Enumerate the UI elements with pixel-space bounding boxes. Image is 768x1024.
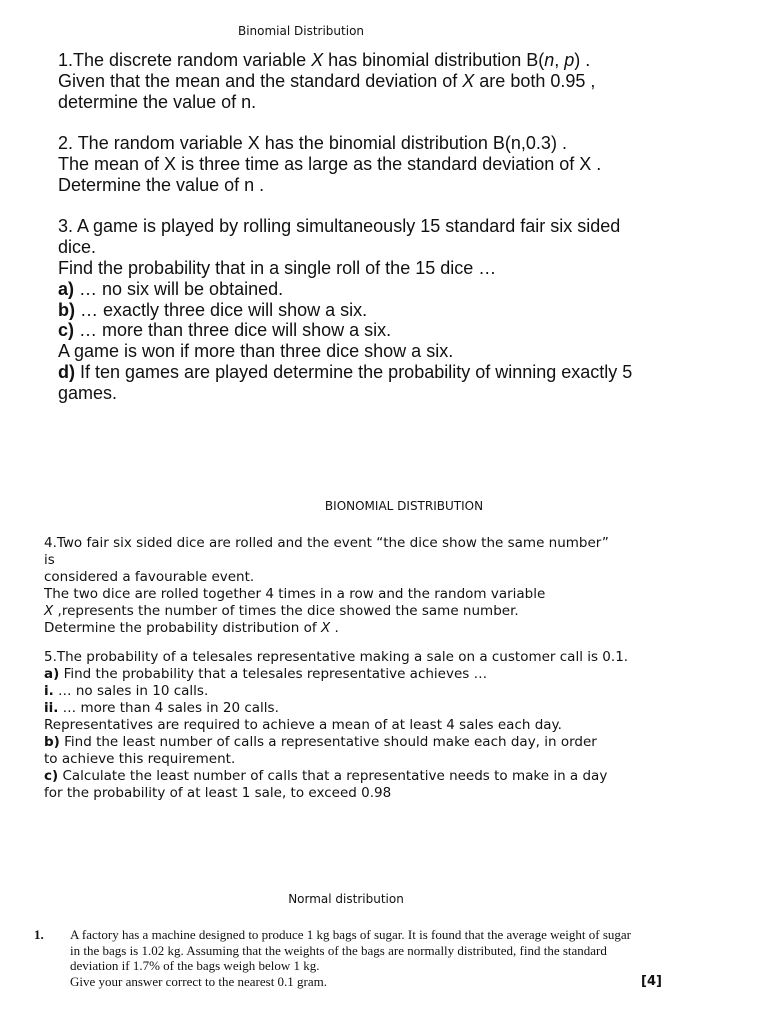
part-label: d) xyxy=(58,361,75,382)
variable-x: X xyxy=(44,603,54,619)
question-1-line-2 xyxy=(58,71,718,92)
text: 1.The discrete random variable xyxy=(58,50,312,70)
section-title-bionomial: BIONOMIAL DISTRIBUTION xyxy=(324,499,484,513)
question-4-line-6 xyxy=(44,620,684,637)
question-4-line-3: considered a favourable event. xyxy=(44,569,255,585)
normal-question-line-1: A factory has a machine designed to produce 1 kg bags of sugar. It is found that the average weight of sugar xyxy=(70,927,631,942)
part-text: Calculate the least number of calls that a representative needs to make in a day xyxy=(58,768,608,784)
part-text: … more than three dice will show a six. xyxy=(74,320,392,341)
part-label: c) xyxy=(58,320,75,341)
variable-p: p xyxy=(564,50,575,70)
text: has binomial distribution B( xyxy=(323,50,545,70)
part-text: Find the least number of calls a representative should make each day, in order xyxy=(59,734,597,750)
part-label: a) xyxy=(58,278,75,299)
part-label: b) xyxy=(58,299,75,320)
question-3-part-c xyxy=(58,320,718,341)
text: . xyxy=(330,620,339,636)
question-4-line-1: 4.Two fair six sided dice are rolled and the event “the dice show the same number” xyxy=(44,535,609,551)
question-5-part-ii xyxy=(44,700,684,717)
text: ) . xyxy=(574,50,591,70)
part-text: If ten games are played determine the probability of winning exactly 5 xyxy=(75,361,633,382)
question-5-line-2: Representatives are required to achieve a mean of at least 4 sales each day. xyxy=(44,717,562,733)
variable-x: X xyxy=(462,70,475,91)
part-text: … more than 4 sales in 20 calls. xyxy=(58,700,279,716)
question-5-line-1: 5.The probability of a telesales representative making a sale on a customer call is 0.1. xyxy=(44,649,629,665)
question-2-line-2: The mean of X is three time as large as the standard deviation of X . xyxy=(58,153,602,174)
question-4-line-5 xyxy=(44,603,684,620)
question-3-line-2: dice. xyxy=(58,237,97,258)
part-label: i. xyxy=(44,683,54,699)
question-5-part-c xyxy=(44,768,684,785)
part-label: ii. xyxy=(44,700,59,716)
question-5-part-i xyxy=(44,683,684,700)
text: , xyxy=(554,50,565,70)
part-text: … no six will be obtained. xyxy=(74,278,284,299)
normal-question-line-2: in the bags is 1.02 kg. Assuming that the weights of the bags are normally distributed, find the standard xyxy=(70,942,607,958)
question-4-line-4: The two dice are rolled together 4 times in a row and the random variable xyxy=(44,586,546,602)
question-1-line-3: determine the value of n. xyxy=(58,91,257,112)
normal-question-line-4: Give your answer correct to the nearest 0.1 gram. xyxy=(70,973,328,989)
question-3-line-5: games. xyxy=(58,382,118,403)
question-2-line-1: 2. The random variable X has the binomial distribution B(n,0.3) . xyxy=(58,133,567,154)
part-label: a) xyxy=(44,666,60,682)
text: Determine the probability distribution of xyxy=(44,620,321,636)
question-3-line-3: Find the probability that in a single roll of the 15 dice … xyxy=(58,257,497,278)
variable-x: X xyxy=(320,620,331,636)
question-3-part-a xyxy=(58,279,718,300)
question-5-part-b xyxy=(44,734,684,751)
question-4-line-2: is xyxy=(44,552,55,568)
question-1-line-1 xyxy=(58,50,718,71)
question-3-part-d xyxy=(58,362,718,383)
question-5-line-4: for the probability of at least 1 sale, to exceed 0.98 xyxy=(44,785,392,801)
variable-n: n xyxy=(544,50,555,70)
question-3-part-b xyxy=(58,300,718,321)
question-3-line-1: 3. A game is played by rolling simultaneously 15 standard fair six sided xyxy=(58,216,621,237)
variable-x: X xyxy=(311,50,324,70)
question-5-part-a xyxy=(44,666,684,683)
question-2-line-3: Determine the value of n . xyxy=(58,174,265,195)
part-label: b) xyxy=(44,734,60,750)
part-label: c) xyxy=(44,768,59,784)
question-5-line-3: to achieve this requirement. xyxy=(44,751,236,767)
section-title-binomial: Binomial Distribution xyxy=(237,24,365,38)
question-3-line-4: A game is won if more than three dice show a six. xyxy=(58,341,454,362)
section-title-normal: Normal distribution xyxy=(288,892,404,906)
binomial-questions xyxy=(58,50,718,404)
normal-question-line-3: deviation if 1.7% of the bags weigh below 1 kg. xyxy=(70,958,320,973)
part-text: … no sales in 10 calls. xyxy=(53,683,209,699)
bionomial-questions xyxy=(44,535,684,802)
part-text: Find the probability that a telesales representative achieves … xyxy=(59,666,488,682)
question-number: 1. xyxy=(34,927,44,942)
marks-badge: [4] xyxy=(641,974,662,989)
part-text: … exactly three dice will show a six. xyxy=(75,299,368,320)
text: ,represents the number of times the dice showed the same number. xyxy=(53,603,519,619)
text: are both 0.95 , xyxy=(474,70,596,91)
text: Given that the mean and the standard deviation of xyxy=(58,70,463,91)
normal-question xyxy=(70,927,670,989)
